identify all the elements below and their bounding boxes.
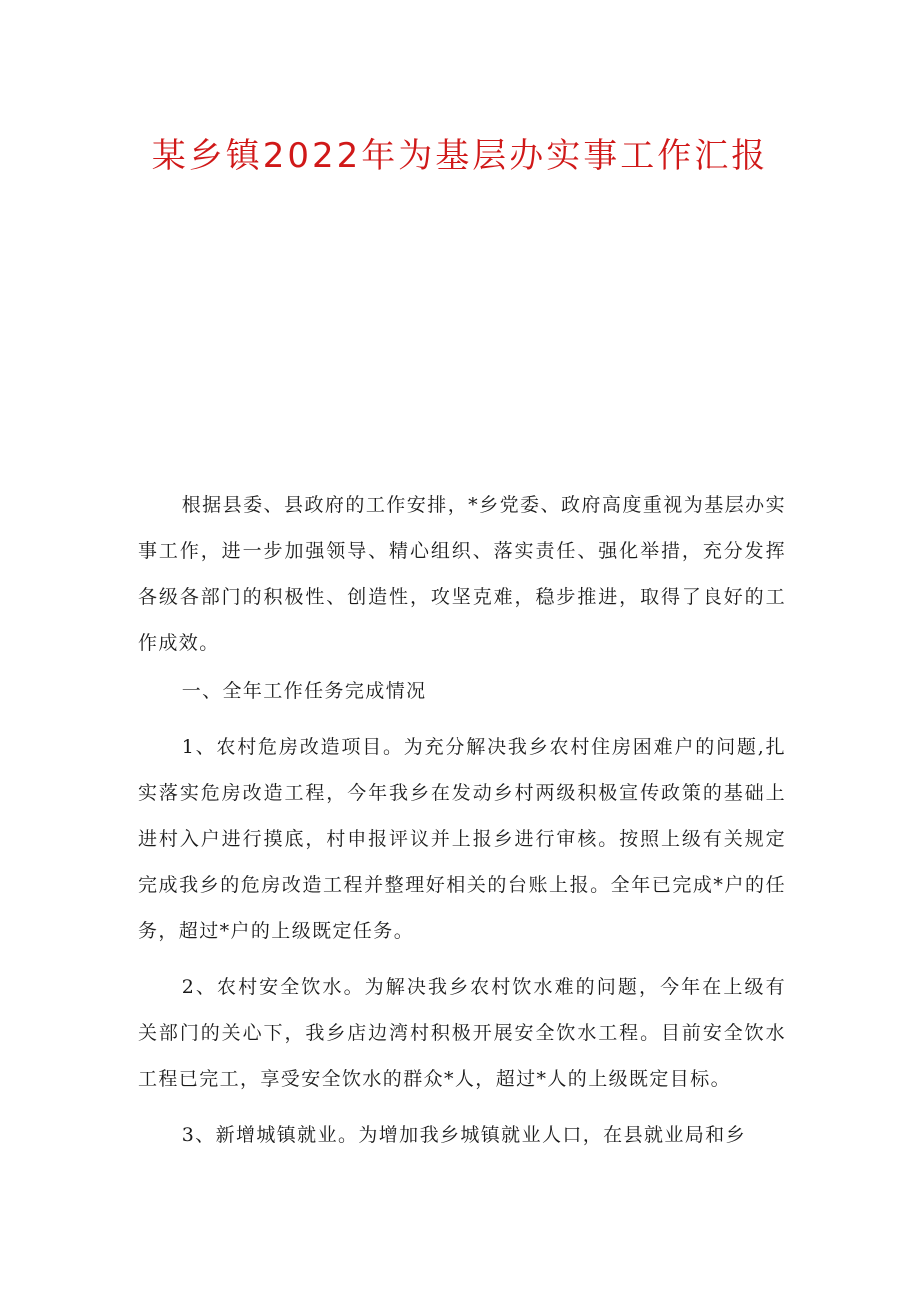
- document-body: [138, 482, 786, 1158]
- section-heading: 一、全年工作任务完成情况: [181, 680, 427, 702]
- document-title: 某乡镇2022年为基层办实事工作汇报: [151, 136, 769, 176]
- intro-paragraph: 根据县委、县政府的工作安排，*乡党委、政府高度重视为基层办实事工作，进一步加强领导、精心组织、落实责任、强化举措，充分发挥各级各部门的积极性、创造性，攻坚克难，稳步推进，取得了良好的工作成效。: [138, 494, 786, 654]
- item-paragraph-3: 3、新增城镇就业。为增加我乡城镇就业人口，在县就业局和乡: [181, 1124, 746, 1146]
- item-paragraph-2: 2、农村安全饮水。为解决我乡农村饮水难的问题，今年在上级有关部门的关心下，我乡店边湾村积极开展安全饮水工程。目前安全饮水工程已完工，享受安全饮水的群众*人，超过*人的上级既定目标。: [138, 976, 786, 1090]
- item-paragraph-1: 1、农村危房改造项目。为充分解决我乡农村住房困难户的问题,扎实落实危房改造工程，今年我乡在发动乡村两级积极宣传政策的基础上进村入户进行摸底，村申报评议并上报乡进行审核。按照上级有关规定完成我乡的危房改造工程并整理好相关的台账上报。全年已完成*户的任务，超过*户的上级既定任务。: [138, 736, 786, 942]
